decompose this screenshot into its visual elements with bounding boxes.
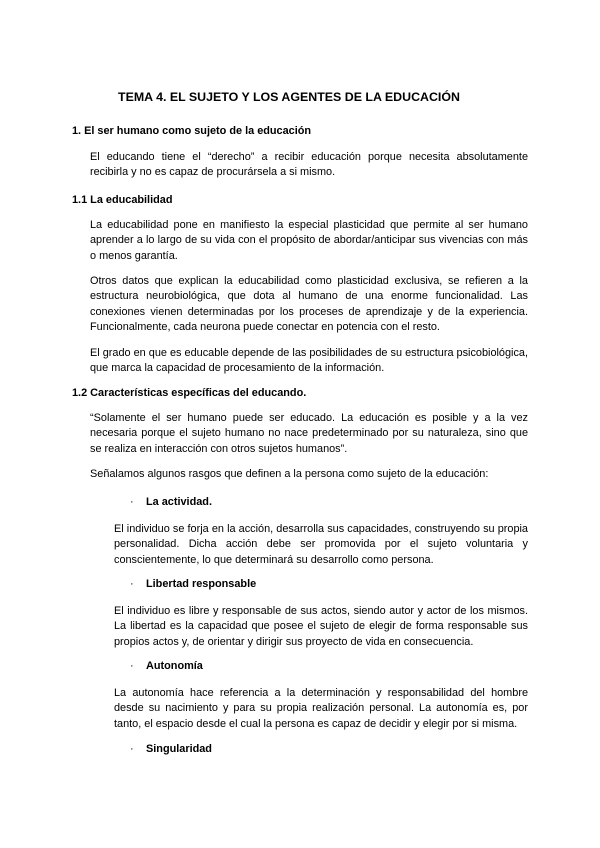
- bullet-marker: ·: [130, 743, 134, 755]
- paragraph-educabilidad-2: Otros datos que explican la educabilidad como plasticidad exclusiva, se refieren a la estructura neurobiológica, que dota al humano de una enorme funcionalidad. Las conexiones vienen determinadas por los proceses de aprendizaje y de la experiencia. Funcionalmente, cada neurona puede conectar en potencia con el resto.: [90, 275, 528, 334]
- paragraph-educabilidad-3: El grado en que es educable depende de las posibilidades de su estructura psicobiológica, que marca la capacidad de procesamiento de la información.: [90, 347, 528, 375]
- paragraph-derecho: El educando tiene el “derecho” a recibir educación porque necesita absolutamente recibirla y no es capaz de procurársela a si mismo.: [90, 151, 528, 179]
- bullet-label: Libertad responsable: [146, 578, 257, 590]
- bullet-item-libertad: [130, 578, 256, 590]
- bullet-text-libertad: El individuo es libre y responsable de sus actos, siendo autor y actor de los mismos. La libertad es la capacidad que posee el sujeto de elegir de forma responsable sus propios actos y, de orientar y dirigir sus proyecto de vida en consecuencia.: [114, 605, 528, 648]
- bullet-text-actividad: El individuo se forja en la acción, desarrolla sus capacidades, construyendo su propia personalidad. Dicha acción debe ser promovida por el sujeto voluntaria y conscientemente, lo que determinará su desarrollo como persona.: [114, 523, 528, 566]
- section-heading-1: 1. El ser humano como sujeto de la educación: [72, 125, 312, 137]
- quote-paragraph: “Solamente el ser humano puede ser educado. La educación es posible y a la vez necesaria porque el sujeto humano no nace predeterminado por su naturaleza, sino que se realiza en interacción con otros sujetos humanos”.: [90, 412, 528, 455]
- bullet-item-singularidad: [130, 743, 212, 755]
- bullet-item-actividad: [130, 496, 212, 508]
- section-heading-1-2: 1.2 Características específicas del educando.: [72, 387, 307, 399]
- bullet-marker: ·: [130, 660, 134, 672]
- section-heading-1-1: 1.1 La educabilidad: [72, 194, 173, 206]
- bullet-marker: ·: [130, 578, 134, 590]
- paragraph-educabilidad-1: La educabilidad pone en manifiesto la especial plasticidad que permite al ser humano aprender a lo largo de su vida con el propósito de abordar/anticipar sus vivencias con más o menos garantía.: [90, 219, 528, 262]
- bullet-label: La actividad.: [146, 496, 212, 508]
- bullet-label: Singularidad: [146, 743, 212, 755]
- page-title: TEMA 4. EL SUJETO Y LOS AGENTES DE LA EDUCACIÓN: [118, 90, 460, 104]
- bullet-label: Autonomía: [146, 660, 203, 672]
- bullet-item-autonomia: [130, 660, 203, 672]
- bullet-text-autonomia: La autonomía hace referencia a la determinación y responsabilidad del hombre desde su nacimiento y para su propia realización personal. La autonomía es, por tanto, el espacio desde el cual la persona es capaz de decidir y elegir por si misma.: [114, 687, 528, 730]
- intro-paragraph: Señalamos algunos rasgos que definen a la persona como sujeto de la educación:: [90, 468, 489, 480]
- bullet-marker: ·: [130, 496, 134, 508]
